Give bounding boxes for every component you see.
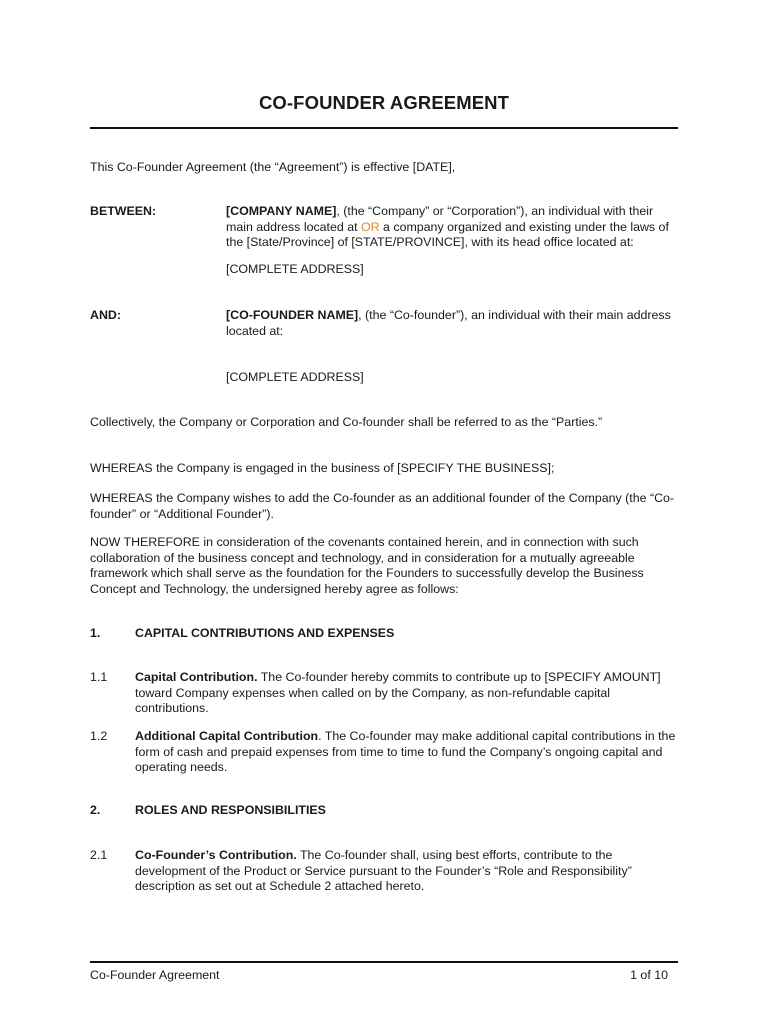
clause-body: [135, 848, 680, 895]
and-party: [226, 308, 680, 339]
footer-page-number: 1 of 10: [630, 968, 668, 982]
whereas-paragraph-1: WHEREAS the Company is engaged in the business of [SPECIFY THE BUSINESS];: [90, 461, 555, 475]
clause-text: . The Co-founder may make additional capital contributions in the form of cash and prepaid expenses from time to time to fund the Company’s ongoing capital and operating needs.: [135, 729, 676, 774]
section-number: 2.: [90, 803, 101, 817]
whereas-paragraph-2: WHEREAS the Company wishes to add the Co-founder as an additional founder of the Company (the “Co-founder” or “Additional Founder”).: [90, 491, 675, 521]
section-number: 1.: [90, 626, 101, 640]
between-party: [226, 204, 680, 251]
between-address: [COMPLETE ADDRESS]: [226, 262, 364, 276]
between-label: BETWEEN:: [90, 204, 157, 218]
company-name-placeholder: [COMPANY NAME]: [226, 204, 337, 218]
footer-document-name: Co-Founder Agreement: [90, 968, 220, 982]
clause-title: Co-Founder’s Contribution.: [135, 848, 297, 862]
between-text-1: , (the “Company” or “Corporation”), an individual with their main address located at: [226, 204, 654, 234]
and-address: [COMPLETE ADDRESS]: [226, 370, 364, 384]
collectively-paragraph: Collectively, the Company or Corporation and Co-founder shall be referred to as the “Parties.”: [90, 415, 603, 429]
clause-number: 1.2: [90, 729, 108, 743]
section-heading: CAPITAL CONTRIBUTIONS AND EXPENSES: [135, 626, 395, 640]
or-highlight: OR: [361, 219, 380, 234]
clause-title: Capital Contribution.: [135, 670, 258, 684]
footer-divider: [90, 961, 678, 963]
clause-title: Additional Capital Contribution: [135, 729, 319, 743]
cofounder-name-placeholder: [CO-FOUNDER NAME]: [226, 308, 359, 322]
clause-body: [135, 670, 680, 717]
now-therefore-paragraph: NOW THEREFORE in consideration of the covenants contained herein, and in connection with such collaboration of the business concept and technology, and in consideration for a mutually agreeable framework which shall serve as the foundation for the Founders to successfully develop the Business Concept and Technology, the undersigned hereby agree as follows:: [90, 535, 644, 596]
clause-text: The Co-founder hereby commits to contribute up to [SPECIFY AMOUNT] toward Company expenses when called on by the Company, as non-refundable capital contributions.: [135, 670, 661, 715]
between-text-2: a company organized and existing under the laws of the [State/Province] of [STATE/PROVINCE], with its head office located at:: [226, 219, 669, 249]
clause-text: The Co-founder shall, using best efforts, contribute to the development of the Product or Service pursuant to the Founder’s “Role and Responsibility” description as set out at Schedule 2 attached hereto.: [135, 848, 632, 893]
and-text: , (the “Co-founder”), an individual with their main address located at:: [226, 308, 671, 338]
intro-paragraph: This Co-Founder Agreement (the “Agreement”) is effective [DATE],: [90, 160, 456, 174]
clause-number: 2.1: [90, 848, 108, 862]
title-divider: [90, 127, 678, 129]
clause-number: 1.1: [90, 670, 108, 684]
and-label: AND:: [90, 308, 121, 322]
clause-body: [135, 729, 680, 776]
document-title: CO-FOUNDER AGREEMENT: [258, 92, 510, 113]
section-heading: ROLES AND RESPONSIBILITIES: [135, 803, 326, 817]
